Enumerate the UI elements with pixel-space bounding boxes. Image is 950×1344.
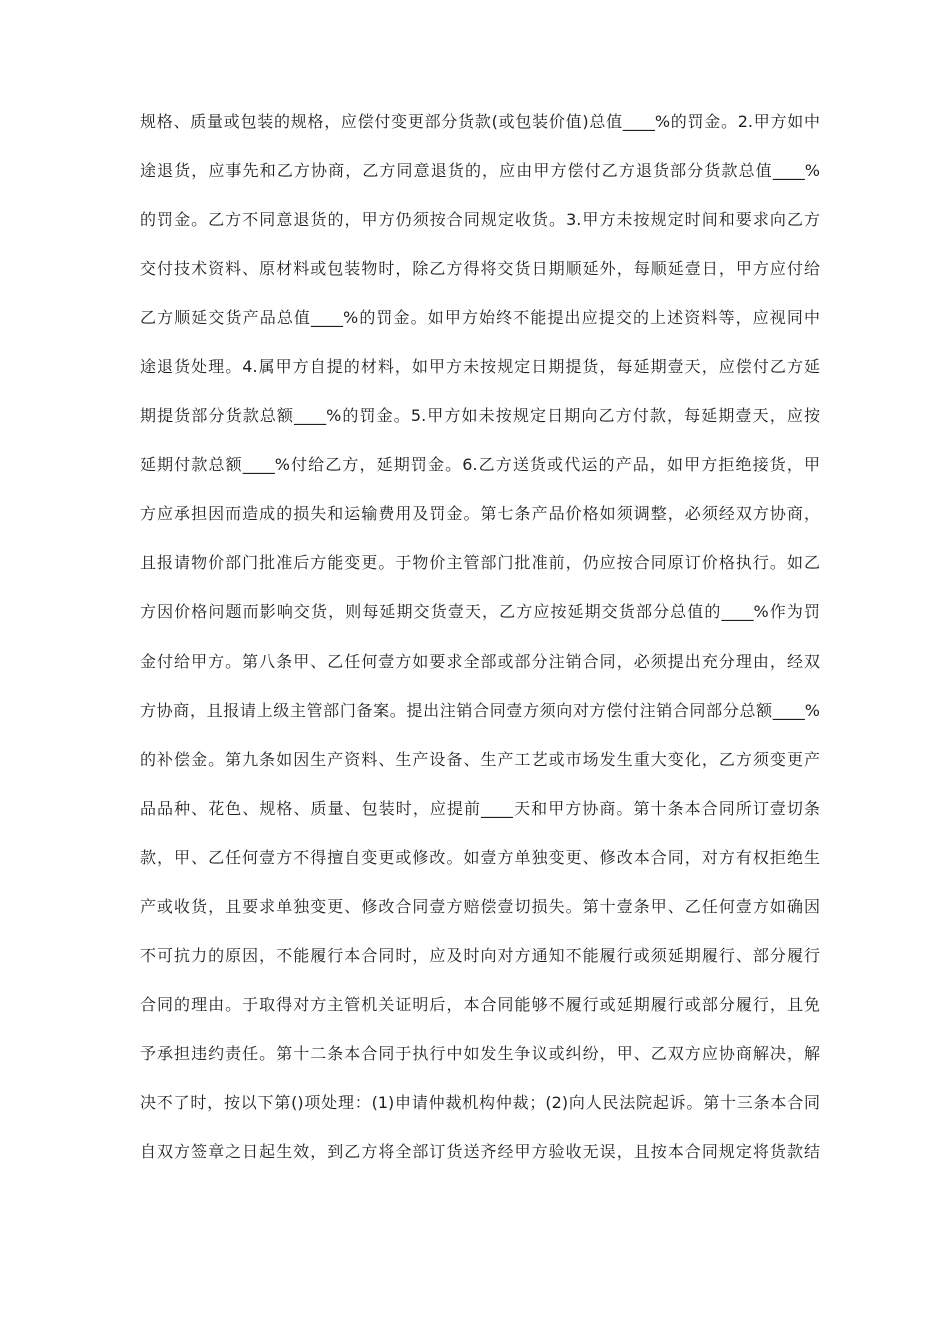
text-line: 产或收货，且要求单独变更、修改合同壹方赔偿壹切损失。第十壹条甲、乙任何壹方如确因	[140, 896, 820, 916]
text-line: 交付技术资料、原材料或包装物时，除乙方得将交货日期顺延外，每顺延壹日，甲方应付给	[140, 259, 820, 279]
text-line: 且报请物价部门批准后方能变更。于物价主管部门批准前，仍应按合同原订价格执行。如乙	[140, 553, 820, 573]
text-line: 途退货处理。4.属甲方自提的材料，如甲方未按规定日期提货，每延期壹天，应偿付乙方延	[140, 357, 820, 377]
text-line: 乙方顺延交货产品总值____%的罚金。如甲方始终不能提出应提交的上述资料等，应视同中	[140, 308, 820, 328]
text-line: 金付给甲方。第八条甲、乙任何壹方如要求全部或部分注销合同，必须提出充分理由，经双	[140, 651, 820, 671]
text-line: 方因价格问题而影响交货，则每延期交货壹天，乙方应按延期交货部分总值的____%作为罚	[140, 602, 820, 622]
text-line: 的补偿金。第九条如因生产资料、生产设备、生产工艺或市场发生重大变化，乙方须变更产	[140, 749, 820, 769]
text-line: 方协商，且报请上级主管部门备案。提出注销合同壹方须向对方偿付注销合同部分总额____%	[140, 700, 820, 720]
text-line: 不可抗力的原因，不能履行本合同时，应及时向对方通知不能履行或须延期履行、部分履行	[140, 945, 820, 965]
text-line: 决不了时，按以下第()项处理：(1)申请仲裁机构仲裁；(2)向人民法院起诉。第十三条本合同	[140, 1092, 820, 1112]
text-line: 途退货，应事先和乙方协商，乙方同意退货的，应由甲方偿付乙方退货部分货款总值____%	[140, 161, 820, 181]
text-line: 予承担违约责任。第十二条本合同于执行中如发生争议或纠纷，甲、乙双方应协商解决，解	[140, 1043, 820, 1063]
text-line: 规格、质量或包装的规格，应偿付变更部分货款(或包装价值)总值____%的罚金。2.甲方如中	[140, 112, 820, 131]
text-line: 方应承担因而造成的损失和运输费用及罚金。第七条产品价格如须调整，必须经双方协商，	[140, 504, 820, 524]
text-line: 款，甲、乙任何壹方不得擅自变更或修改。如壹方单独变更、修改本合同，对方有权拒绝生	[140, 847, 820, 867]
text-line: 延期付款总额____%付给乙方，延期罚金。6.乙方送货或代运的产品，如甲方拒绝接货，甲	[140, 455, 820, 475]
contract-text-block	[140, 106, 820, 1185]
text-line: 的罚金。乙方不同意退货的，甲方仍须按合同规定收货。3.甲方未按规定时间和要求向乙方	[140, 210, 820, 230]
text-line: 期提货部分货款总额____%的罚金。5.甲方如未按规定日期向乙方付款，每延期壹天，应按	[140, 406, 820, 426]
text-line: 品品种、花色、规格、质量、包装时，应提前____天和甲方协商。第十条本合同所订壹切条	[140, 798, 820, 818]
text-line: 合同的理由。于取得对方主管机关证明后，本合同能够不履行或延期履行或部分履行，且免	[140, 994, 820, 1014]
text-line: 自双方签章之日起生效，到乙方将全部订货送齐经甲方验收无误，且按本合同规定将货款结	[140, 1141, 820, 1161]
